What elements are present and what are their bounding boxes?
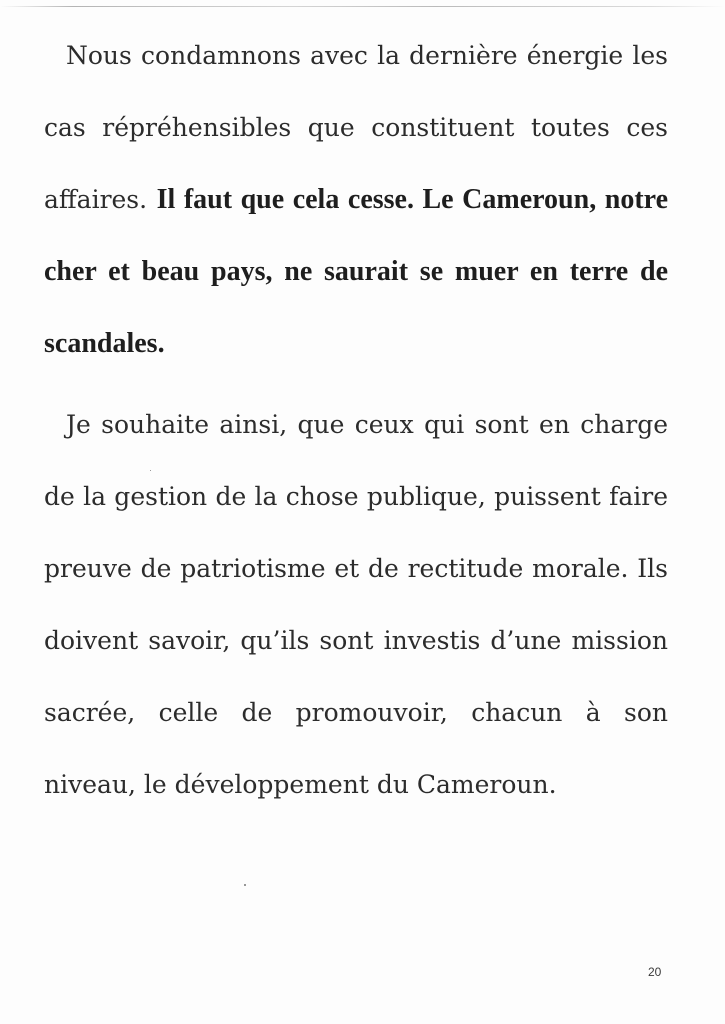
scan-speck [244, 884, 246, 886]
scan-speck [150, 470, 151, 471]
paragraph-1-bold-text: Il faut que cela cesse. Le Cameroun, notre cher et beau pays, ne saurait se muer en terre de scandales. [44, 184, 668, 359]
paragraph-2: Je souhaite ainsi, que ceux qui sont en charge de la gestion de la chose publique, puissent faire preuve de patriotisme et de rectitude morale. Ils doivent savoir, qu’ils sont investis d’une mission sacrée, celle de promouvoir, chacun à son niveau, le développement du Cameroun. [44, 410, 668, 799]
top-edge-rule [0, 6, 725, 7]
page-number: 20 [648, 965, 662, 979]
paragraph-1 [44, 20, 668, 380]
paragraph-1-regular-text: Nous condamnons avec la dernière énergie les cas répréhensibles que constituent toutes ces affaires. [44, 41, 668, 214]
